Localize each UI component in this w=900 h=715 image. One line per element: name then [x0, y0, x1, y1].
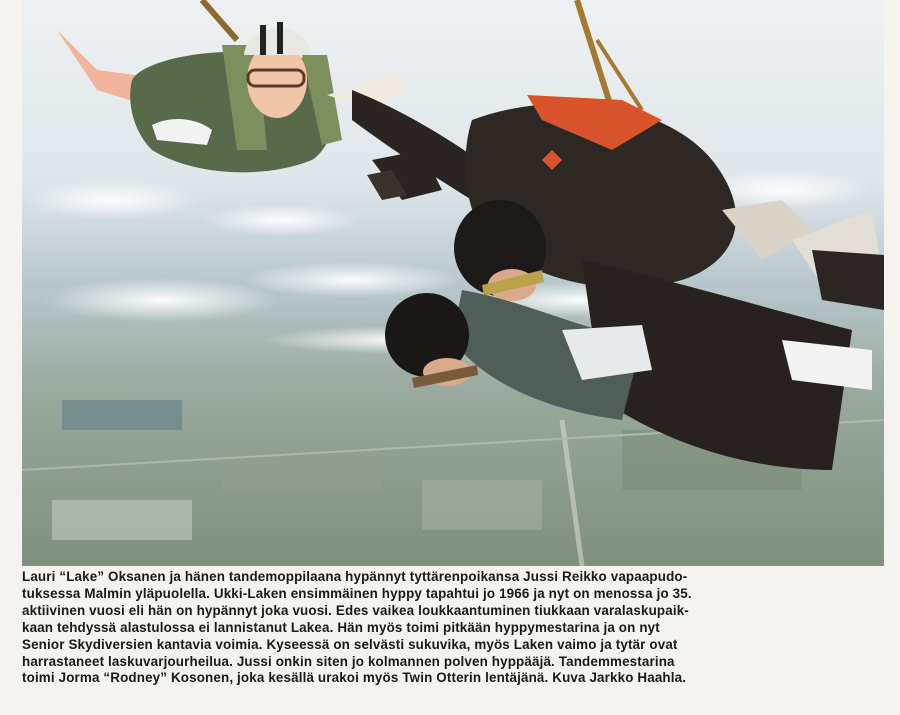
caption-line: aktiivinen vuosi eli hän on hypännyt joka vuosi. Edes vaikea loukkaantuminen tiukkaan varalaskupaik- [22, 602, 689, 618]
photo-caption [22, 569, 884, 687]
caption-line: toimi Jorma “Rodney” Kosonen, joka kesällä urakoi myös Twin Otterin lentäjänä. Kuva Jarkko Haahla. [22, 670, 687, 686]
caption-line: Lauri “Lake” Oksanen ja hänen tandemoppilaana hypännyt tyttärenpoikansa Jussi Reikko vapaapudo- [22, 569, 688, 584]
caption-line: Senior Skydiversien kantavia voimia. Kyseessä on selvästi sukuvika, myös Laken vaimo ja tytär ovat [22, 636, 678, 652]
caption-line: tuksessa Malmin yläpuolella. Ukki-Laken ensimmäinen hyppy tapahtui jo 1966 ja nyt on menossa jo 35. [22, 585, 692, 601]
caption-line: harrastaneet laskuvarjourheilua. Jussi onkin siten jo kolmannen polven hyppääjä. Tandemmestarina [22, 653, 675, 669]
caption-line: kaan tehdyssä alastulossa ei lannistanut Lakea. Hän myös toimi pitkään hyppymestarina ja on nyt [22, 619, 660, 635]
skydiving-photo [22, 0, 884, 566]
photo-illustration [22, 0, 884, 566]
